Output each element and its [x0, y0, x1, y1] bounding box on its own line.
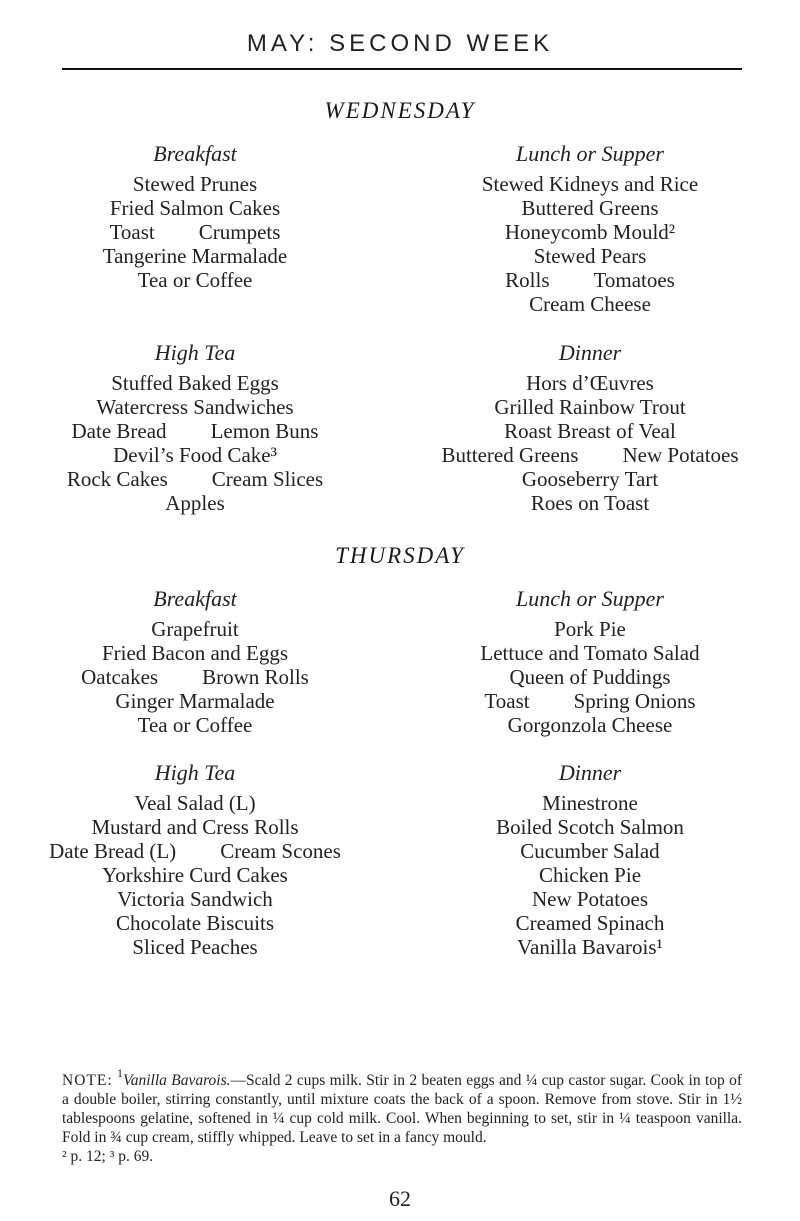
- menu-item: Chicken Pie: [538, 863, 642, 887]
- menu-item: Grapefruit: [151, 617, 239, 641]
- menu-item: Mustard and Cress Rolls: [91, 815, 299, 839]
- menu-item-part: Toast: [109, 220, 155, 244]
- menu-item: Honeycomb Mould²: [504, 220, 676, 244]
- menu-item-part: Toast: [484, 689, 530, 713]
- menu-item-part: Tomatoes: [593, 268, 675, 292]
- menu-item: Sliced Peaches: [132, 935, 258, 959]
- recipe-note: [62, 1066, 743, 1166]
- menu-items: [410, 371, 770, 515]
- menu-item: New Potatoes: [531, 887, 649, 911]
- wednesday-breakfast: [15, 140, 375, 292]
- menu-item-part: Rock Cakes: [66, 467, 168, 491]
- meal-heading: Lunch or Supper: [516, 586, 664, 611]
- menu-items: [15, 617, 375, 737]
- menu-item: Boiled Scotch Salmon: [496, 815, 684, 839]
- menu-item: Cream Cheese: [529, 292, 651, 316]
- menu-item: Yorkshire Curd Cakes: [102, 863, 288, 887]
- meal-heading: High Tea: [154, 760, 236, 785]
- menu-item: Tangerine Marmalade: [102, 244, 288, 268]
- menu-item: Roes on Toast: [530, 491, 650, 515]
- menu-item: Minestrone: [542, 791, 638, 815]
- menu-item-pair: [441, 443, 738, 467]
- menu-item: Devil’s Food Cake³: [113, 443, 277, 467]
- menu-item: Gorgonzola Cheese: [507, 713, 673, 737]
- menu-item-part: Cream Slices: [211, 467, 324, 491]
- meal-heading: Lunch or Supper: [516, 141, 664, 166]
- menu-item-pair: [49, 839, 341, 863]
- menu-item: Roast Breast of Veal: [504, 419, 676, 443]
- menu-item-part: Rolls: [505, 268, 550, 292]
- menu-item-pair: [81, 665, 309, 689]
- meal-heading: Breakfast: [153, 586, 237, 611]
- page-references: ² p. 12; ³ p. 69.: [62, 1148, 154, 1165]
- menu-item: Fried Bacon and Eggs: [101, 641, 289, 665]
- menu-item: Fried Salmon Cakes: [109, 196, 281, 220]
- menu-item: Victoria Sandwich: [117, 887, 273, 911]
- menu-item-part: Crumpets: [198, 220, 281, 244]
- menu-item: [15, 220, 375, 244]
- day-title-wednesday: WEDNESDAY: [324, 98, 476, 123]
- meal-heading: Dinner: [558, 760, 622, 785]
- menu-item: Cucumber Salad: [520, 839, 660, 863]
- menu-items: [410, 172, 770, 316]
- menu-item: [15, 419, 375, 443]
- menu-item-part: Oatcakes: [81, 665, 159, 689]
- menu-item-pair: [505, 268, 675, 292]
- menu-item: Stewed Kidneys and Rice: [481, 172, 699, 196]
- thursday-high-tea: [15, 759, 375, 959]
- menu-item: Stewed Prunes: [132, 172, 258, 196]
- menu-item: Ginger Marmalade: [115, 689, 275, 713]
- menu-item: Veal Salad (L): [134, 791, 256, 815]
- menu-items: [15, 371, 375, 515]
- menu-items: [410, 617, 770, 737]
- menu-item-part: Date Bread: [71, 419, 167, 443]
- menu-item-part: Date Bread (L): [49, 839, 177, 863]
- menu-item-pair: [67, 467, 323, 491]
- menu-items: [15, 791, 375, 959]
- menu-item: Tea or Coffee: [137, 713, 253, 737]
- menu-item: [15, 467, 375, 491]
- menu-item-part: New Potatoes: [622, 443, 739, 467]
- menu-item-part: Cream Scones: [220, 839, 341, 863]
- menu-item-part: Lemon Buns: [210, 419, 319, 443]
- thursday-lunch: [410, 585, 770, 737]
- meal-heading: Breakfast: [153, 141, 237, 166]
- thursday-dinner: [410, 759, 770, 959]
- menu-item: Pork Pie: [554, 617, 626, 641]
- menu-item-pair: [110, 220, 281, 244]
- menu-items: [15, 172, 375, 292]
- page-header: MAY: SECOND WEEK: [246, 30, 554, 57]
- wednesday-high-tea: [15, 339, 375, 515]
- menu-item: Apples: [165, 491, 225, 515]
- note-label: NOTE:: [62, 1072, 113, 1089]
- menu-item: Queen of Puddings: [509, 665, 671, 689]
- menu-item: Stewed Pears: [533, 244, 647, 268]
- thursday-breakfast: [15, 585, 375, 737]
- menu-item: Lettuce and Tomato Salad: [480, 641, 700, 665]
- menu-items: [410, 791, 770, 959]
- note-text: —Scald 2 cups milk. Stir in 2 beaten eggs and ¼ cup castor sugar. Cook in top of a double boiler, stirring constantly, until mixture coats the back of a spoon. Remove from stove. Stir in 1½ tablespoons gelatine, softened in ¼ cup cold milk. Cool. When beginning to set, stir in ¼ teaspoon vanilla. Fold in ¾ cup cream, stiffly whipped. Leave to set in a fancy mould.: [62, 1072, 743, 1146]
- menu-item: [410, 443, 770, 467]
- menu-item: Grilled Rainbow Trout: [494, 395, 686, 419]
- menu-item: Vanilla Bavarois¹: [517, 935, 663, 959]
- menu-item-part: Brown Rolls: [202, 665, 309, 689]
- menu-item: Gooseberry Tart: [521, 467, 659, 491]
- menu-item: [15, 839, 375, 863]
- day-title-thursday: THURSDAY: [335, 543, 465, 568]
- menu-item-part: Spring Onions: [573, 689, 696, 713]
- menu-item: [410, 689, 770, 713]
- note-term: Vanilla Bavarois.: [122, 1072, 231, 1089]
- menu-item: Tea or Coffee: [137, 268, 253, 292]
- menu-item: [410, 268, 770, 292]
- menu-item-pair: [72, 419, 319, 443]
- meal-heading: High Tea: [154, 340, 236, 365]
- menu-item-pair: [484, 689, 695, 713]
- meal-heading: Dinner: [558, 340, 622, 365]
- page-number: 62: [389, 1186, 411, 1211]
- footnote-marker: 1: [116, 1066, 123, 1080]
- wednesday-lunch: [410, 140, 770, 316]
- wednesday-dinner: [410, 339, 770, 515]
- menu-item: Watercress Sandwiches: [96, 395, 294, 419]
- menu-item: Buttered Greens: [521, 196, 659, 220]
- menu-item: Stuffed Baked Eggs: [111, 371, 279, 395]
- header-rule: [62, 68, 742, 70]
- menu-item-part: Buttered Greens: [441, 443, 579, 467]
- menu-item: Creamed Spinach: [515, 911, 665, 935]
- menu-item: [15, 665, 375, 689]
- menu-item: Hors d’Œuvres: [526, 371, 654, 395]
- menu-item: Chocolate Biscuits: [115, 911, 275, 935]
